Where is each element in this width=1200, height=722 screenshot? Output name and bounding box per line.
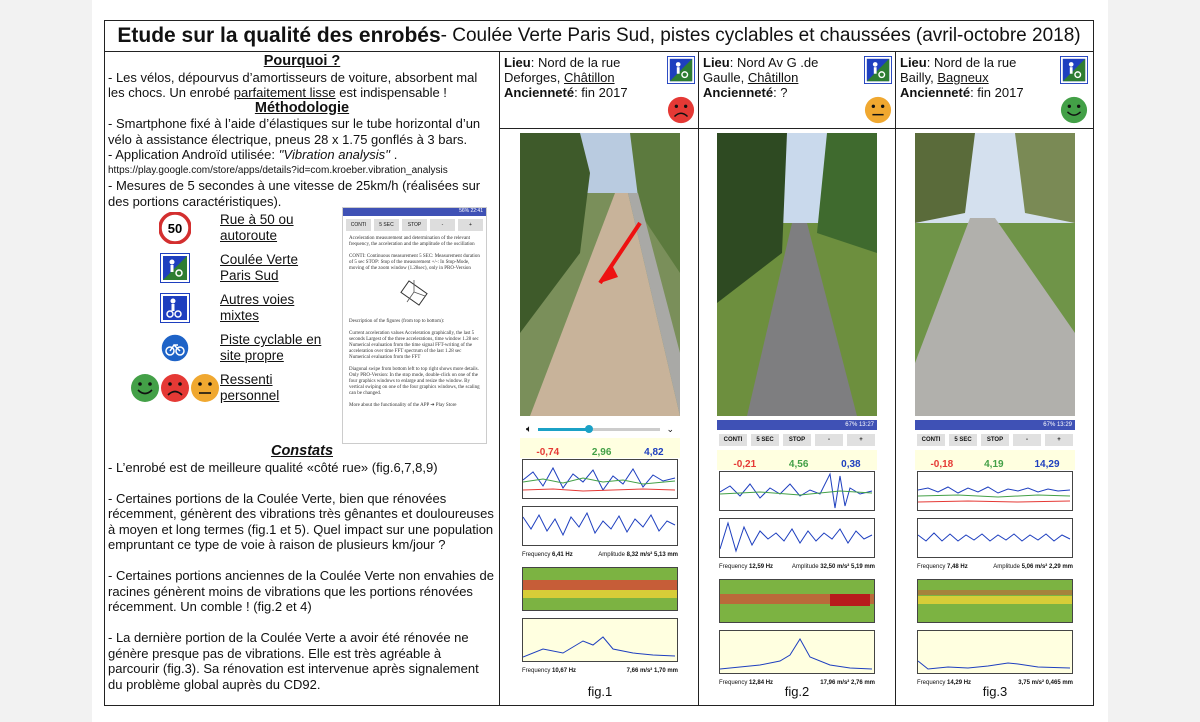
signal-plot: [522, 459, 678, 499]
acceleration-value: 17,96 m/s²: [820, 680, 850, 686]
spectrogram-heatmap: [522, 567, 678, 611]
az-value: 0,38: [841, 459, 861, 470]
methodo-text-2: [108, 147, 496, 163]
zoom-plot: [917, 518, 1073, 558]
phone-text: Current acceleration values Acceleration graphically, the last 5 seconds Largest of the three accelerations, time window 1.28 sec Numerical evaluation from the time signal FFT-writing of the acceleration over time FFT spectrum of the last 1.28 sec Numerical evaluation from the FFT: [349, 331, 479, 360]
lieu-city: Châtillon: [563, 70, 615, 85]
coulee-verte-sign-icon: [1060, 56, 1088, 84]
location-text: [504, 55, 664, 85]
constats-text-1: - L’enrobé est de meilleure qualité «côté rue» (fig.6,7,8,9): [108, 459, 438, 475]
app-screenshot: [342, 207, 487, 444]
pourquoi-text: [108, 70, 496, 101]
fft-spectrum-plot: [917, 630, 1073, 674]
frequency-label: Frequency: [522, 552, 551, 558]
title-subtitle: - Coulée Verte Paris Sud, pistes cyclables et chaussées (avril-octobre 2018): [440, 24, 1081, 46]
vibration-app-panel: [717, 420, 877, 686]
left-column: [108, 54, 496, 209]
anciennete-label: Ancienneté: [504, 85, 575, 100]
column-divider: [499, 51, 500, 706]
lieu-value: : Nord Av G .de Gaulle,: [703, 55, 819, 85]
location-text: [703, 55, 863, 85]
anciennete-label: Ancienneté: [703, 85, 774, 100]
distance-value: 0,465 mm: [1045, 680, 1073, 686]
frequency-value: 12,59 Hz: [749, 564, 774, 570]
distance-value: 2,29 mm: [1048, 564, 1073, 570]
lieu-value: : Nord de la rue Deforges,: [504, 55, 621, 85]
pourquoi-text-part: est indispensable !: [335, 85, 447, 100]
column-divider: [895, 51, 896, 706]
constats-heading: Constats: [270, 443, 334, 459]
frequency-label: Frequency: [522, 668, 551, 674]
vibration-app-panel: [915, 420, 1075, 686]
stop-button: STOP: [981, 434, 1009, 446]
app-buttons: [915, 430, 1075, 450]
column-divider: [698, 51, 699, 706]
lieu-label: Lieu: [900, 55, 927, 70]
time-domain-info: [915, 564, 1075, 578]
svg-text:50: 50: [167, 221, 183, 236]
methodologie-heading: Méthodologie: [254, 99, 350, 116]
plus-button: +: [1045, 434, 1073, 446]
az-value: 4,82: [644, 447, 664, 458]
anciennete-label: Ancienneté: [900, 85, 971, 100]
figure-caption: fig.3: [982, 684, 1008, 699]
phone-illustration-icon: [349, 276, 480, 315]
ax-value: -0,21: [733, 459, 757, 470]
frequency-label: Frequency: [917, 564, 946, 570]
constats-text-2: - Certaines portions de la Coulée Verte, bien que rénovées récemment, génèrent des vibrations très gênantes et douloureuses à moyen et long termes (fig.1 et 5). Quel impact sur une population empruntant ce type de voie à raison de plusieurs km/jour ?: [108, 490, 494, 552]
ax-value: -0,74: [536, 447, 560, 458]
legend-item: [130, 368, 340, 408]
stop-button: STOP: [402, 219, 427, 231]
sad-face-icon: [667, 96, 695, 124]
ay-value: 4,56: [788, 459, 809, 470]
minus-button: -: [1013, 434, 1041, 446]
5sec-button: 5 SEC: [374, 219, 399, 231]
pourquoi-text-underlined: parfaitement lisse: [233, 85, 336, 100]
phone-status-bar: 56% 22:41: [343, 208, 486, 216]
figure-caption: fig.2: [784, 684, 810, 699]
anciennete-value: : fin 2017: [970, 85, 1024, 100]
media-player-bar: [520, 420, 680, 438]
amplitude-label: Amplitude: [791, 564, 819, 570]
acceleration-value: 8,32 m/s²: [626, 552, 653, 558]
app-buttons: [717, 430, 877, 450]
title-main: Etude sur la qualité des enrobés: [117, 23, 441, 47]
fft-spectrum-plot: [522, 618, 678, 662]
5sec-button: 5 SEC: [751, 434, 779, 446]
path-photo-3: [915, 133, 1075, 416]
happy-face-icon: [1060, 96, 1088, 124]
chevron-down-icon: ⌄: [666, 423, 674, 434]
plus-button: +: [458, 219, 483, 231]
bicycle-lane-sign-icon: [130, 333, 220, 363]
5sec-button: 5 SEC: [949, 434, 977, 446]
fft-spectrum-plot: [719, 630, 875, 674]
phone-text: More about the functionality of the APP ➔ Play Store: [349, 403, 457, 408]
coulee-verte-sign-icon: [667, 56, 695, 84]
zoom-plot: [522, 506, 678, 546]
legend-item: [130, 288, 340, 328]
frequency-label: Frequency: [917, 680, 946, 686]
frequency-value: 10,67 Hz: [552, 668, 577, 674]
frequency-value: 14,29 Hz: [947, 680, 972, 686]
frequency-value: 12,84 Hz: [749, 680, 774, 686]
app-status-bar: 67% 13:27: [717, 420, 877, 430]
distance-value: 1,70 mm: [653, 668, 678, 674]
location-header: [900, 55, 1050, 100]
spectrogram-heatmap: [917, 579, 1073, 623]
conti-button: CONTI: [346, 219, 371, 231]
neutral-face-icon: [864, 96, 892, 124]
lieu-city: Châtillon: [747, 70, 799, 85]
age-text: [900, 85, 1050, 100]
stop-button: STOP: [783, 434, 811, 446]
frequency-value: 7,48 Hz: [947, 564, 968, 570]
legend-label: Autres voies mixtes: [220, 292, 295, 323]
amplitude-label: Amplitude: [598, 552, 625, 558]
accel-values: [520, 438, 680, 458]
app-status-bar: 67% 13:29: [915, 420, 1075, 430]
methodo-app-suffix: .: [390, 147, 398, 162]
amplitude-label: Amplitude: [993, 564, 1020, 570]
shared-path-sign-icon: [130, 293, 220, 323]
spectrogram-heatmap: [719, 579, 875, 623]
minus-button: -: [815, 434, 843, 446]
speed-limit-50-icon: [130, 212, 220, 244]
signal-plot: [719, 471, 875, 511]
legend-label: Ressenti personnel: [220, 372, 280, 403]
phone-buttons: [343, 216, 486, 234]
conti-button: CONTI: [917, 434, 945, 446]
legend-label: Coulée Verte Paris Sud: [220, 252, 299, 283]
anciennete-value: : ?: [773, 85, 788, 100]
coulee-verte-sign-icon: [130, 253, 220, 283]
acceleration-value: 7,66 m/s²: [626, 668, 653, 674]
legend-item: [130, 248, 340, 288]
constats-text-3: - Certaines portions anciennes de la Coulée Verte non envahies de racines génèrent moins de vibrations que les portions rénovées récemment. Un comble ! (fig.2 et 4): [108, 568, 494, 614]
constats-text-4: - La dernière portion de la Coulée Verte a avoir été rénovée ne génère presque pas de vibrations. Elle est très agréable à parcourir (fig.3). Sa rénovation est intervenue après signalement du problème global auprès du CD92.: [108, 630, 479, 692]
legend-item: [130, 208, 340, 248]
vibration-app-panel: [520, 420, 680, 683]
anciennete-value: : fin 2017: [574, 85, 628, 100]
ay-value: 4,19: [984, 459, 1004, 470]
smileys-icon: [130, 372, 220, 404]
ax-value: -0,18: [930, 459, 954, 470]
location-header: [703, 55, 863, 100]
zoom-plot: [719, 518, 875, 558]
distance-value: 5,13 mm: [653, 552, 678, 558]
phone-text: Description of the figures (from top to bottom):: [349, 319, 445, 324]
frequency-label: Frequency: [719, 564, 748, 570]
acceleration-value: 3,75 m/s²: [1018, 680, 1044, 686]
methodo-app-name: ''Vibration analysis'': [278, 147, 391, 162]
age-text: [504, 85, 664, 100]
constats-section: [108, 444, 496, 692]
methodo-text-1: - Smartphone fixé à l’aide d’élastiques sur le tube horizontal d’un vélo à assistance électrique, pneus 28 x 1.75 gonflés à 3 bars.: [108, 116, 481, 147]
legend-label: Piste cyclable en site propre: [220, 332, 322, 363]
methodo-url: https://play.google.com/store/apps/details?id=com.kroeber.vibration_analysis: [108, 164, 448, 176]
legend-item: [130, 328, 340, 368]
freq-domain-info: [520, 668, 680, 682]
lieu-value: : Nord de la rue Bailly,: [900, 55, 1017, 85]
accel-values: [717, 450, 877, 470]
path-photo-1: [520, 133, 680, 416]
pourquoi-heading: Pourquoi ?: [263, 53, 341, 69]
time-domain-info: [717, 564, 877, 578]
age-text: [703, 85, 863, 100]
lieu-city: Bagneux: [937, 70, 989, 85]
signal-plot: [917, 471, 1073, 511]
coulee-verte-sign-icon: [864, 56, 892, 84]
page-title: [104, 20, 1094, 52]
legend: [130, 208, 340, 408]
phone-text: Acceleration measurement and determination of the relevant frequency, the acceleration and the amplitude of the oscillation: [349, 236, 475, 247]
az-value: 14,29: [1034, 459, 1060, 470]
plus-button: +: [847, 434, 875, 446]
distance-value: 5,19 mm: [850, 564, 875, 570]
phone-text: CONTI: Continuous measurement 5 SEC: Measurement duration of 5 sec STOP: Stop of the measurement +/-: In Stop-Mode, moving of the zoom window (1.28sec), only in PRO-Version: [349, 254, 480, 271]
lieu-label: Lieu: [703, 55, 730, 70]
phone-text: Diagonal swipe from bottom left to top right shows more details. Only PRO-Version: In the stop mode, double-click on one of the four graphics windows to enlarge and resize the window. By vertical swiping on one of the four graphics windows, the scaling can be changed.: [349, 367, 480, 396]
legend-label: Rue à 50 ou autoroute: [220, 212, 294, 243]
volume-slider: [538, 428, 660, 431]
acceleration-value: 32,50 m/s²: [820, 564, 850, 570]
ay-value: 2,96: [591, 447, 612, 458]
pourquoi-text-part: - Les vélos, dépourvus d’amortisseurs de voiture, absorbent mal les chocs. Un enrobé: [108, 69, 478, 100]
methodo-text-3: - Mesures de 5 secondes à une vitesse de 25km/h (réalisées sur des portions caractéristiques).: [108, 178, 481, 209]
methodo-app-prefix: - Application Androïd utilisée:: [108, 147, 279, 162]
path-photo-2: [717, 133, 877, 416]
location-text: [900, 55, 1050, 85]
frequency-value: 6,41 Hz: [552, 552, 573, 558]
location-header: [504, 55, 664, 100]
acceleration-value: 5,06 m/s²: [1021, 564, 1048, 570]
figure-caption: fig.1: [587, 684, 613, 699]
frequency-label: Frequency: [719, 680, 748, 686]
volume-icon: 🔈︎: [526, 423, 532, 435]
minus-button: -: [430, 219, 455, 231]
conti-button: CONTI: [719, 434, 747, 446]
lieu-label: Lieu: [504, 55, 531, 70]
header-divider: [500, 128, 1094, 129]
time-domain-info: [520, 552, 680, 566]
accel-values: [915, 450, 1075, 470]
distance-value: 2,76 mm: [850, 680, 875, 686]
phone-help-text: [343, 234, 486, 411]
